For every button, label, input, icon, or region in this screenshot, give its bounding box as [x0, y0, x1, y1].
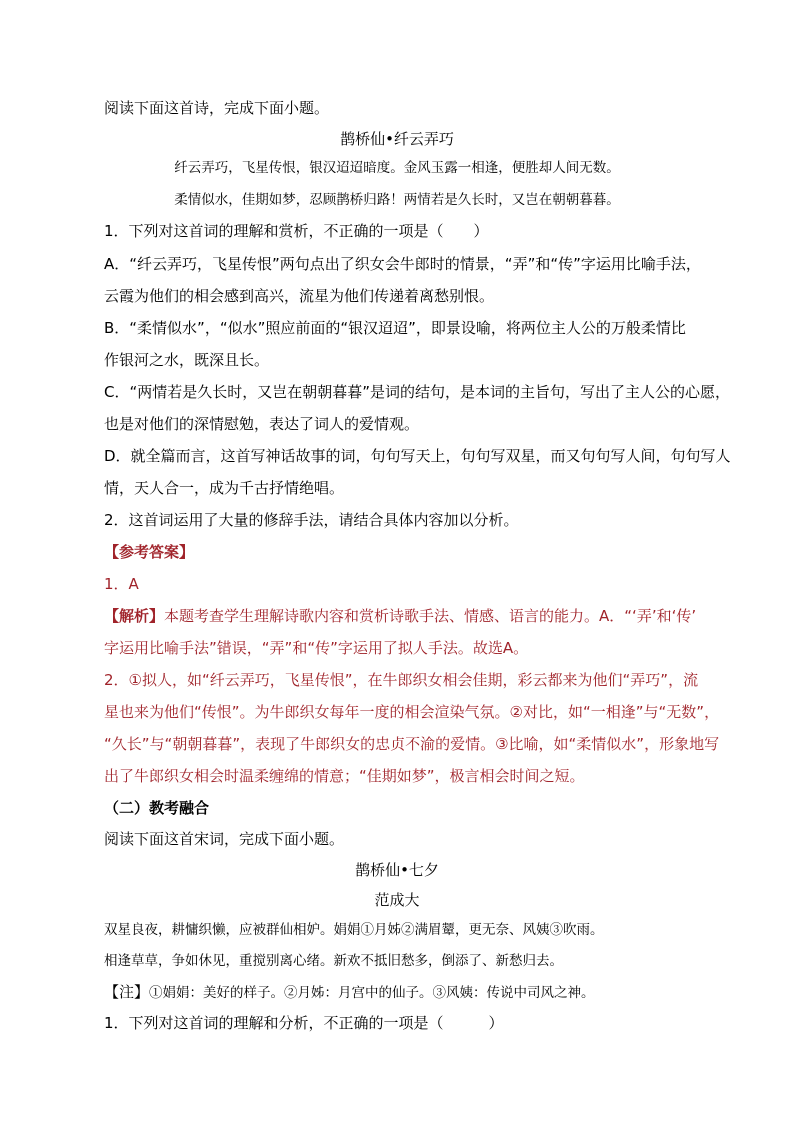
- answer-header: 【参考答案】: [104, 543, 195, 561]
- question-2: 2．这首词运用了大量的修辞手法，请结合具体内容加以分析。: [104, 511, 519, 529]
- question-2-1: 1．下列对这首词的理解和分析，不正确的一项是（ ）: [104, 1014, 504, 1032]
- poem-line-2: 柔情似水，佳期如梦，忍顾鹊桥归路！两情若是久长时，又岂在朝朝暮暮。: [174, 192, 620, 208]
- option-a-line-1: A．“纤云弄巧，飞星传恨”两句点出了织女会牛郎时的情景，“弄”和“传”字运用比喻手法，: [104, 255, 701, 273]
- poem-2-line-1: 双星良夜，耕慵织懒，应被群仙相妒。娟娟①月姊②满眉颦，更无奈、风姨③吹雨。: [104, 922, 604, 938]
- poem-title: 鹊桥仙•纤云弄巧: [340, 130, 454, 148]
- reading-instruction-2: 阅读下面这首宋词，完成下面小题。: [104, 830, 345, 848]
- annotation-text: ①娟娟：美好的样子。②月姊：月宫中的仙子。③风姨：传说中司风之神。: [149, 985, 595, 1001]
- option-b-line-2: 作银河之水，既深且长。: [104, 351, 270, 369]
- annotation-tag: 【注】: [104, 983, 150, 1001]
- explanation-line-1: [104, 606, 696, 626]
- poem-2-line-2: 相逢草草，争如休见，重搅别离心绪。新欢不抵旧愁多，倒添了、新愁归去。: [104, 953, 563, 969]
- answer-2-line-4: 出了牛郎织女相会时温柔缠绵的情意；“佳期如梦”，极言相会时间之短。: [104, 767, 585, 785]
- poem-author: 范成大: [374, 891, 420, 909]
- answer-2-line-2: 星也来为他们“传恨”。为牛郎织女每年一度的相会渲染气氛。②对比，如“一相逢”与“无数”，: [104, 703, 720, 721]
- explanation-text: 本题考查学生理解诗歌内容和赏析诗歌手法、情感、语言的能力。A．“‘弄’和‘传’: [164, 607, 697, 625]
- reading-instruction: 阅读下面这首诗，完成下面小题。: [104, 99, 330, 117]
- answer-2-line-3: “久长”与“朝朝暮暮”，表现了牛郎织女的忠贞不渝的爱情。③比喻，如“柔情似水”，形象地写: [104, 735, 720, 753]
- explanation-tag: 【解析】: [104, 607, 165, 625]
- poem-line-1: 纤云弄巧，飞星传恨，银汉迢迢暗度。金风玉露一相逢，便胜却人间无数。: [174, 160, 620, 176]
- question-1: 1．下列对这首词的理解和赏析，不正确的一项是（ ）: [104, 222, 489, 240]
- option-c-line-1: C．“两情若是久长时，又岂在朝朝暮暮”是词的结句，是本词的主旨句，写出了主人公的心愿，: [104, 383, 731, 401]
- option-c-line-2: 也是对他们的深情慰勉，表达了词人的爱情观。: [104, 415, 420, 433]
- option-a-line-2: 云霞为他们的相会感到高兴，流星为他们传递着离愁别恨。: [104, 287, 495, 305]
- option-b-line-1: B．“柔情似水”，“似水”照应前面的“银汉迢迢”，即景设喻，将两位主人公的万般柔情比: [104, 319, 686, 337]
- section-2-heading: （二）教考融合: [104, 799, 210, 817]
- answer-1: 1．A: [104, 575, 139, 593]
- option-d-line-2: 情，天人合一，成为千古抒情绝唱。: [104, 479, 345, 497]
- poem-title-2: 鹊桥仙•七夕: [355, 861, 439, 879]
- answer-2-line-1: 2．①拟人，如“纤云弄巧，飞星传恨”，在牛郎织女相会佳期，彩云都来为他们“弄巧”，流: [104, 671, 699, 689]
- option-d-line-1: D．就全篇而言，这首写神话故事的词，句句写天上，句句写双星，而又句句写人间，句句写人: [104, 447, 731, 465]
- explanation-line-2: 字运用比喻手法”错误，“弄”和“传”字运用了拟人手法。故选A。: [104, 639, 529, 657]
- annotation-line: [104, 982, 595, 1003]
